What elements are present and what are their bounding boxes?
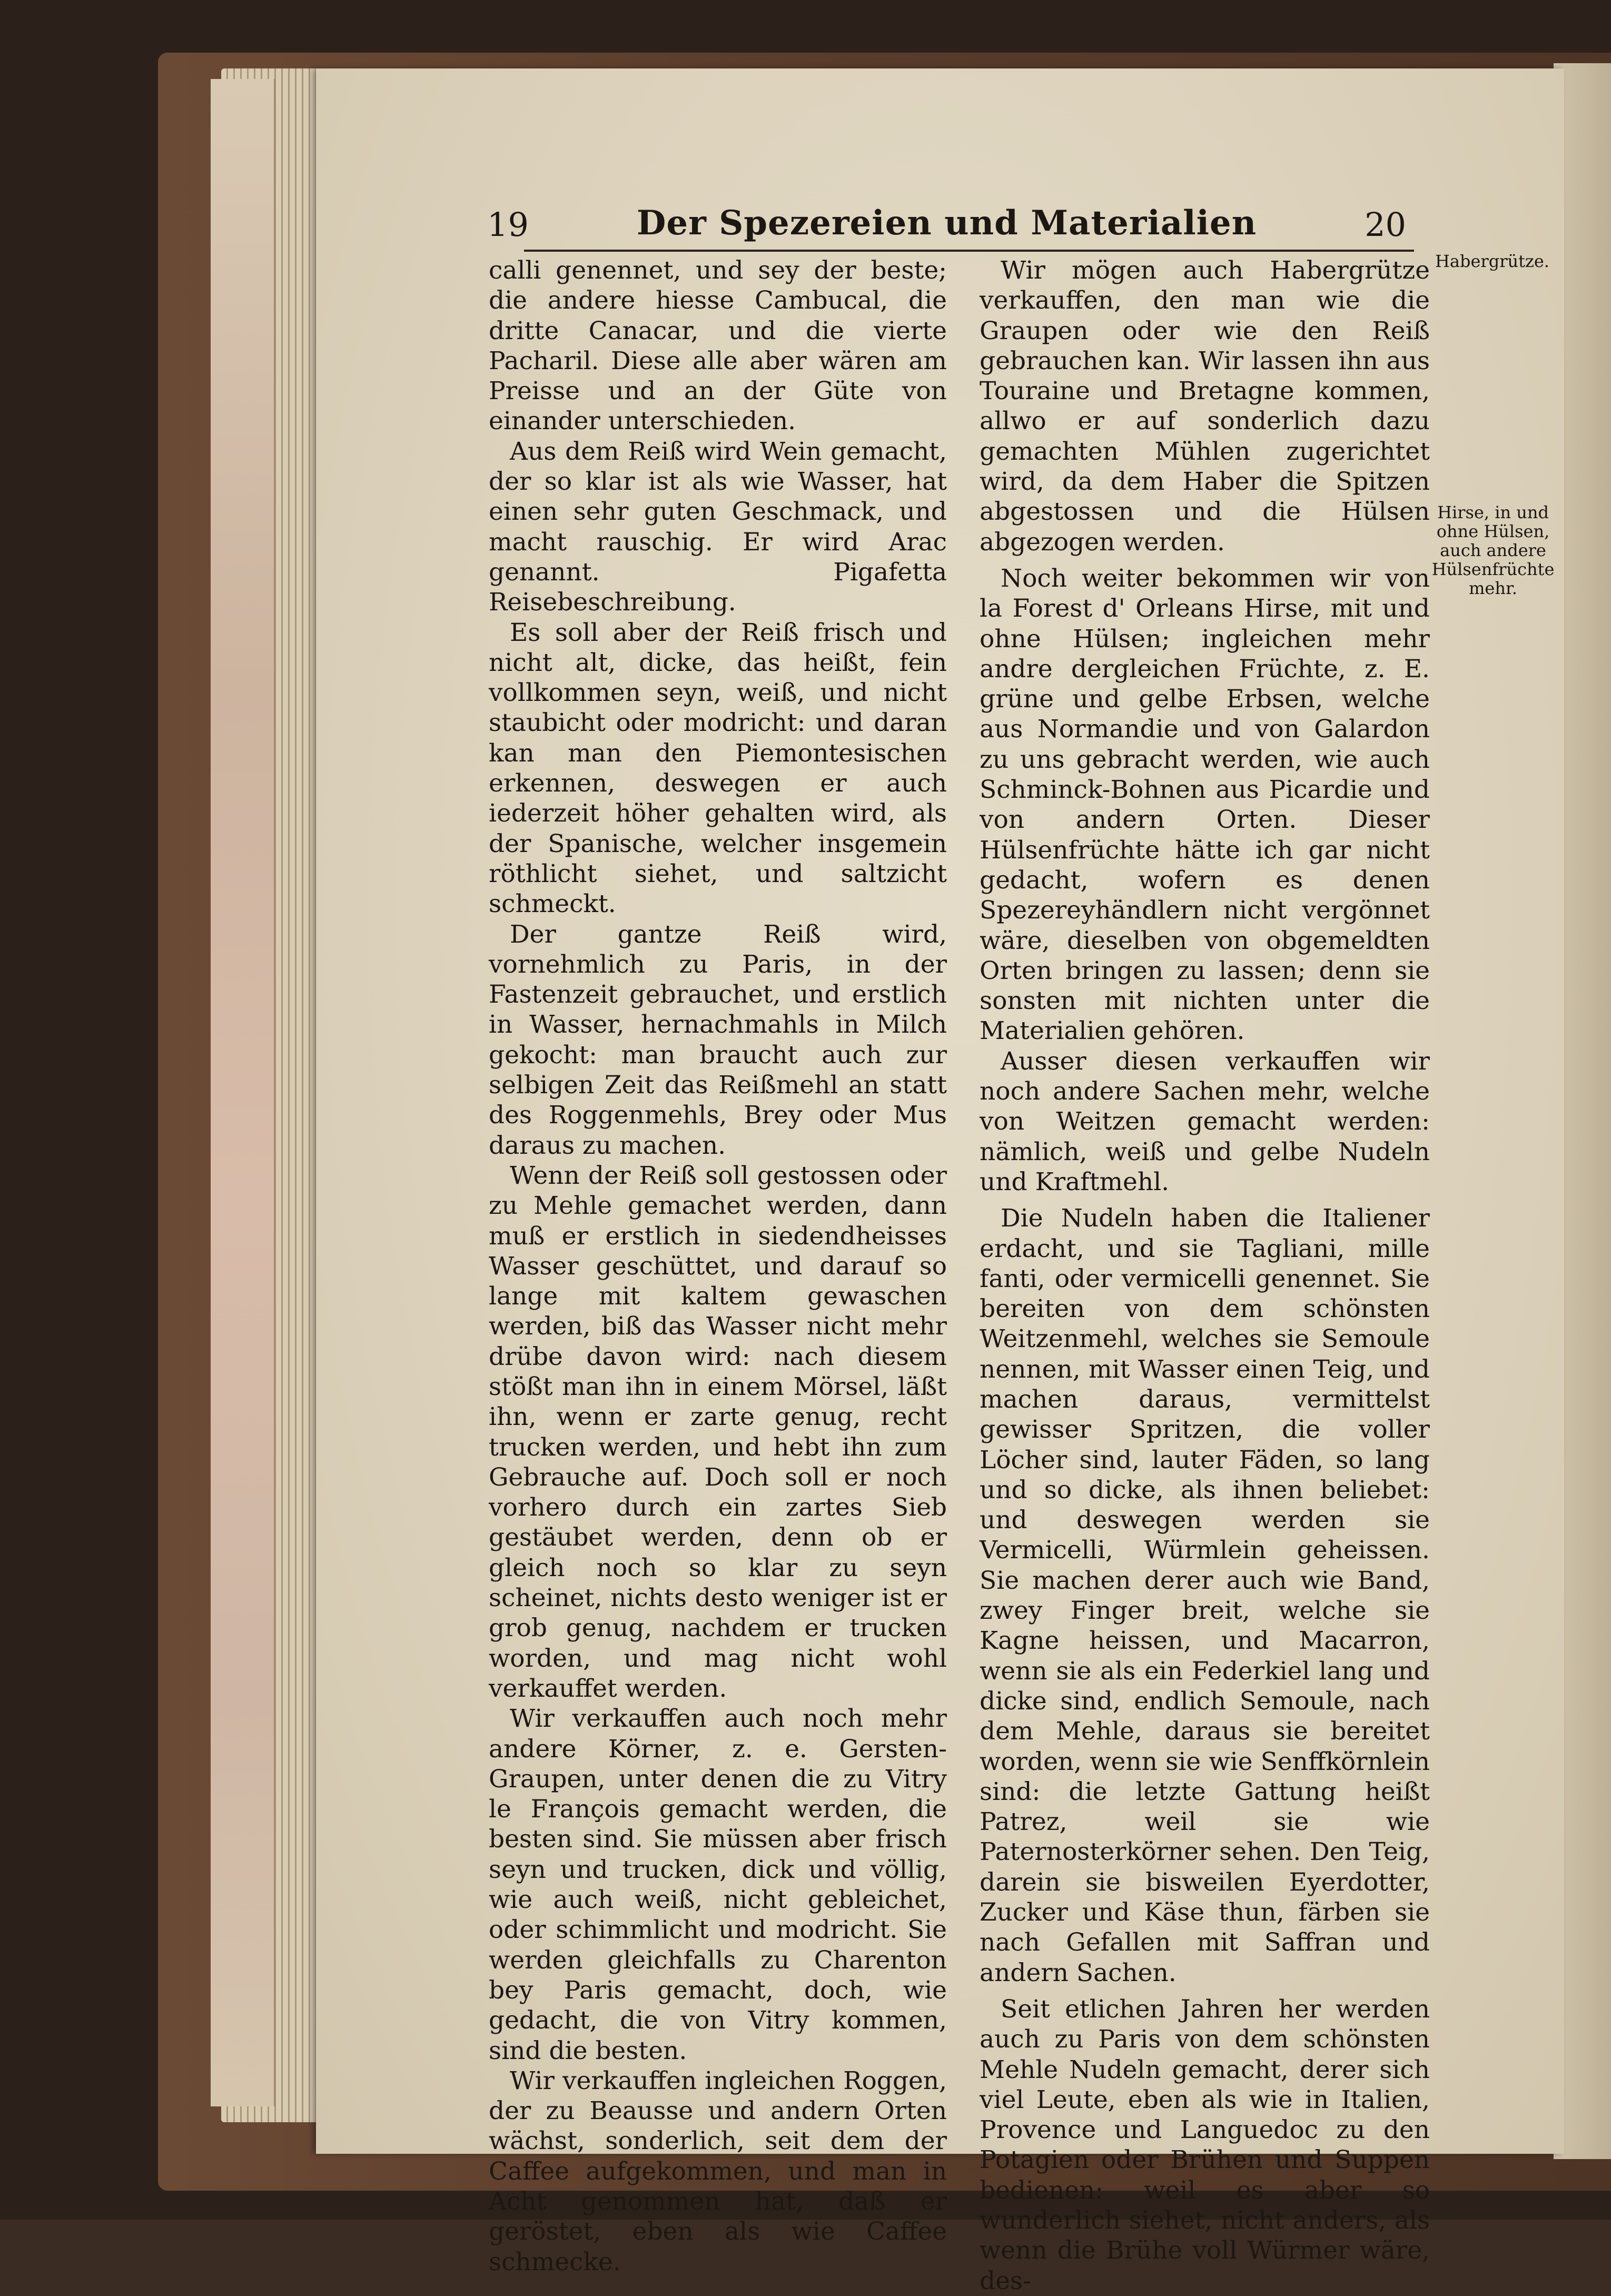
paragraph: Die Nudeln haben die Italiener erdacht, und sie Tagliani, mille fanti, oder vermicelli genennet. Sie bereiten von dem schönsten Weitzenmehl, welches sie Semoule nennen, mit Wasser einen Teig, und machen daraus, vermittelst gewisser Spritzen, die voller Löcher sind, lauter Fäden, so lang und so dicke, als ihnen beliebet: und deswegen werden sie Vermicelli, Würmlein geheissen. Sie machen derer auch wie Band, zwey Finger breit, welche sie Kagne heissen, und Macarron, wenn sie als ein Federkiel lang und dicke sind, endlich Semoule, nach dem Mehle, daraus sie bereitet worden, wenn sie wie Senffkörnlein sind: die letzte Gattung heißt Patrez, weil sie wie Paternosterkörner sehen. Den Teig, darein sie bisweilen Eyerdotter, Zucker und Käse thun, färben sie nach Gefallen mit Saffran und andern Sachen. <box>980 1204 1430 1987</box>
book-page <box>316 68 1564 2295</box>
right-page-number: 20 <box>1365 205 1406 244</box>
marginal-note-habergrutze: Habergrütze. <box>1435 251 1549 271</box>
paragraph: Noch weiter bekommen wir von la Forest d' Orleans Hirse, mit und ohne Hülsen; ingleichen mehr andre dergleichen Früchte, z. E. grüne und gelbe Erbsen, welche aus Normandie und von Galardon zu uns gebracht werden, wie auch Schminck-Bohnen aus Picardie und von andern Orten. Dieser Hülsenfrüchte hätte ich gar nicht gedacht, wofern es denen Spezereyhändlern nicht vergönnet wäre, dieselben von obgemeldten Orten bringen zu lassen; denn sie sonsten mit nichten unter die Materialien gehören. <box>980 563 1430 1046</box>
marginal-note-hirse: Hirse, in und ohne Hülsen, auch andere Hülsenfrüchte mehr. <box>1431 502 1555 598</box>
paragraph: Wir verkauffen ingleichen Roggen, der zu Beausse und andern Orten wächst, sonderlich, seit dem der Caffee aufgekommen, und man in Acht genommen hat, daß er geröstet, eben als wie Caffee schmecke. <box>489 2066 947 2277</box>
running-title: Der Spezereien und Materialien <box>636 203 1257 243</box>
paragraph: Seit etlichen Jahren her werden auch zu Paris von dem schönsten Mehle Nudeln gemacht, derer sich viel Leute, eben als wie in Italien, Provence und Languedoc zu den Potagien oder Brühen und Suppen bedienen: weil es aber so wunderlich siehet, nicht anders, als wenn die Brühe voll Würmer wäre, des- <box>980 1994 1430 2295</box>
left-page-number: 19 <box>487 205 529 244</box>
paragraph: Wir verkauffen auch noch mehr andere Körner, z. e. Gersten-Graupen, unter denen die zu Vitry le François gemacht werden, die besten sind. Sie müssen aber frisch seyn und trucken, dick und völlig, wie auch weiß, nicht gebleichet, oder schimmlicht und modricht. Sie werden gleichfalls zu Charenton bey Paris gemacht, doch, wie gedacht, die von Vitry kommen, sind die besten. <box>489 1704 947 2065</box>
right-text-column <box>980 255 1430 2296</box>
paragraph: Der gantze Reiß wird, vornehmlich zu Paris, in der Fastenzeit gebrauchet, und erstlich in Wasser, hernachmahls in Milch gekocht: man braucht auch zur selbigen Zeit das Reißmehl an statt des Roggenmehls, Brey oder Mus daraus zu machen. <box>489 919 947 1160</box>
paragraph: Aus dem Reiß wird Wein gemacht, der so klar ist als wie Wasser, hat einen sehr guten Geschmack, und macht rauschig. Er wird Arac genannt. Pigafetta Reisebeschreibung. <box>489 437 947 617</box>
paragraph: Wir mögen auch Habergrütze verkauffen, den man wie die Graupen oder wie den Reiß gebrauchen kan. Wir lassen ihn aus Touraine und Bretagne kommen, allwo er auf sonderlich dazu gemachten Mühlen zugerichtet wird, da dem Haber die Spitzen abgestossen und die Hülsen abgezogen werden. <box>980 256 1430 557</box>
paragraph: Ausser diesen verkauffen wir noch andere Sachen mehr, welche von Weitzen gemacht werden: nämlich, weiß und gelbe Nudeln und Kraftmehl. <box>980 1046 1430 1196</box>
marbled-flyleaf <box>211 79 275 2106</box>
page-header <box>487 184 1406 248</box>
paragraph: calli genennet, und sey der beste; die andere hiesse Cambucal, die dritte Canacar, und die vierte Pacharil. Diese alle aber wären am Preisse und an der Güte von einander unterschieden. <box>489 256 947 436</box>
paragraph: Es soll aber der Reiß frisch und nicht alt, dicke, das heißt, fein vollkommen seyn, weiß, und nicht staubicht oder modricht: und daran kan man den Piemontesischen erkennen, deswegen er auch iederzeit höher gehalten wird, als der Spanische, welcher insgemein röthlicht siehet, und saltzicht schmeckt. <box>489 618 947 919</box>
header-rule <box>524 250 1414 252</box>
paragraph: Wenn der Reiß soll gestossen oder zu Mehle gemachet werden, dann muß er erstlich in siedendheisses Wasser geschüttet, und darauf so lange mit kaltem gewaschen werden, biß das Wasser nicht mehr drübe davon wird: nach diesem stößt man ihn in einem Mörsel, läßt ihn, wenn er zarte genug, recht trucken werden, und hebt ihn zum Gebrauche auf. Doch soll er noch vorhero durch ein zartes Sieb gestäubet werden, denn ob er gleich noch so klar zu seyn scheinet, nichts desto weniger ist er grob genug, nachdem er trucken worden, und mag nicht wohl verkauffet werden. <box>489 1161 947 1703</box>
left-text-column <box>489 255 947 2277</box>
